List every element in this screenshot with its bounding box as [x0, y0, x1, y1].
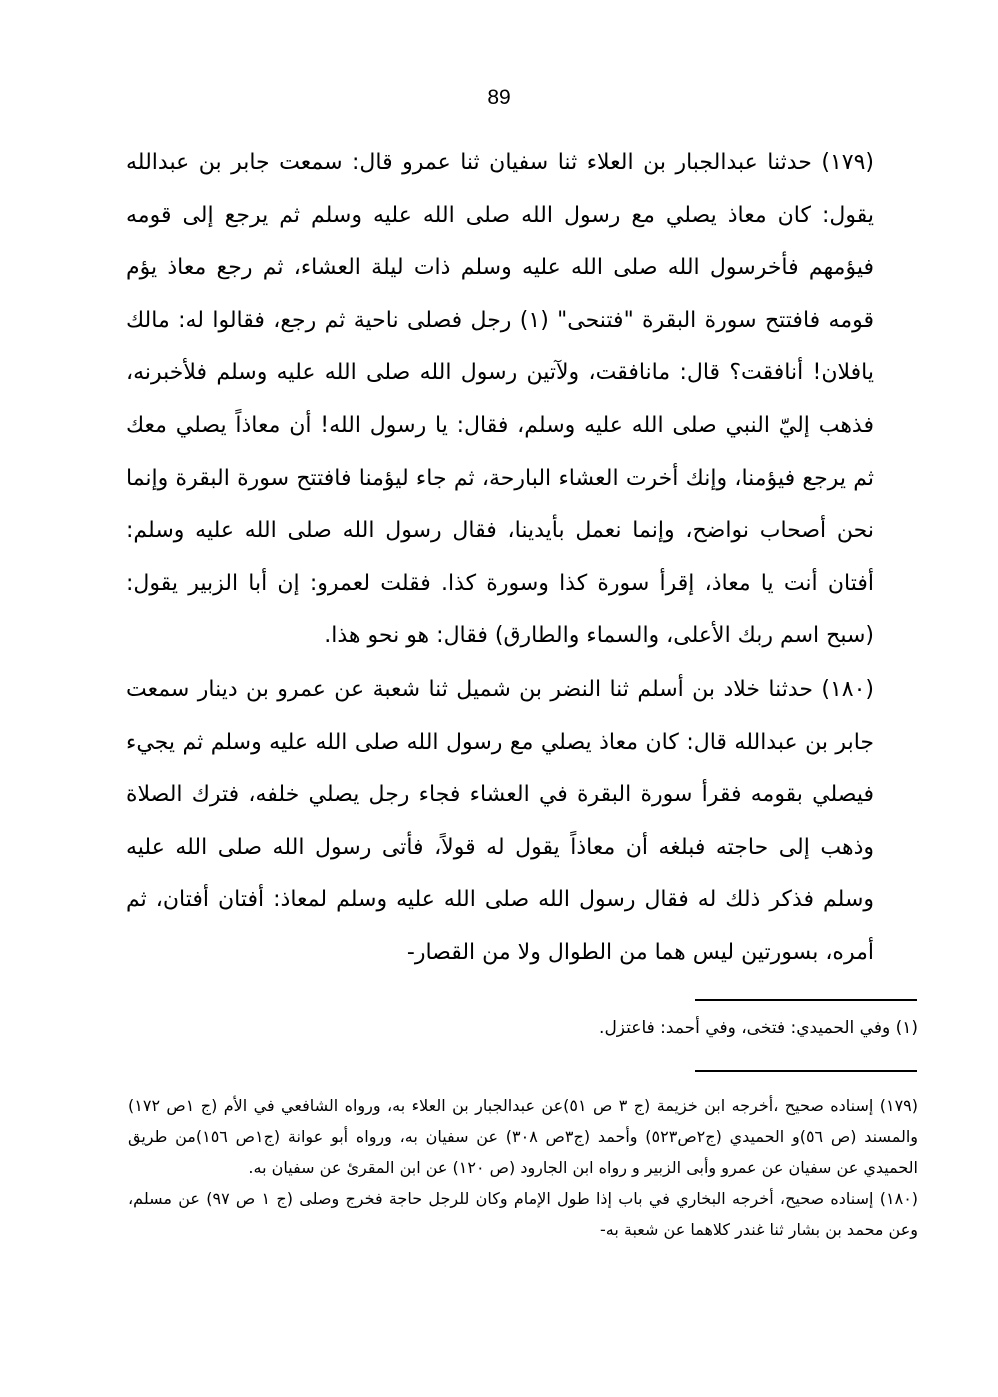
sources-divider: [695, 1070, 917, 1072]
source-notes: [128, 1090, 918, 1245]
main-text: [126, 137, 874, 965]
hadith-180: (١٨٠) حدثنا خلاد بن أسلم ثنا النضر بن شميل ثنا شعبة عن عمرو بن دينار سمعت جابر بن عبدالله قال: كان معاذ يصلي مع رسول الله صلى الله عليه وسلم ثم يجيء فيصلي بقومه فقرأ سورة البقرة في العشاء فجاء رجل يصلي خلفه، فترك الصلاة وذهب إلى حاجته فبلغه أن معاذاً يقول له قولاً، فأتى رسول الله صلى الله عليه وسلم فذكر ذلك له فقال رسول الله صلى الله عليه وسلم لمعاذ: أفتان أفتان، ثم أمره، بسورتين ليس هما من الطوال ولا من القصار-: [126, 677, 874, 965]
hadith-179: (١٧٩) حدثنا عبدالجبار بن العلاء ثنا سفيان ثنا عمرو قال: سمعت جابر بن عبدالله يقول: كان معاذ يصلي مع رسول الله صلى الله عليه وسلم ثم يرجع إلى قومه فيؤمهم فأخرسول الله صلى الله عليه وسلم ذات ليلة العشاء، ثم رجع معاذ يؤم قومه فافتتح سورة البقرة "فتنحى" (١) رجل فصلى ناحية ثم رجع، فقالوا له: مالك يافلان! أنافقت؟ قال: مانافقت، ولآتين رسول الله صلى الله عليه وسلم فلأخبرنه، فذهب إليّ النبي صلى الله عليه وسلم، فقال: يا رسول الله! أن معاذاً يصلي معك ثم يرجع فيؤمنا، وإنك أخرت العشاء البارحة، ثم جاء ليؤمنا فافتتح سورة البقرة وإنما نحن أصحاب نواضح، وإنما نعمل بأيدينا، فقال رسول الله صلى الله عليه وسلم: أفتان أنت يا معاذ، إقرأ سورة كذا وسورة كذا. فقلت لعمرو: إن أبا الزبير يقول: (سبح اسم ربك الأعلى، والسماء والطارق) فقال: هو نحو هذا.: [126, 150, 874, 649]
footnote-divider: [695, 999, 917, 1001]
footnote: (١) وفي الحميدي: فتخى، وفي أحمد: فاعتزل.: [599, 1018, 918, 1038]
page-number: 89: [487, 86, 511, 109]
source-note-179: (١٧٩) إسناده صحيح ،أخرجه ابن خزيمة (ج ٣ ص ٥١)عن عبدالجبار بن العلاء به، ورواه الشافعي في الأم (ج ١ص ١٧٢) والمسند (ص ٥٦)و الحميدي (ج٢ص٥٢٣) وأحمد (ج٣ص ٣٠٨) عن سفيان به، ورواه أبو عوانة (ج١ص ١٥٦)من طريق الحميدي عن سفيان عن عمرو وأبى الزبير و رواه ابن الجارود (ص ١٢٠) عن ابن المقرئ عن سفيان به.: [128, 1096, 919, 1177]
source-note-180: (١٨٠) إسناده صحيح، أخرجه البخاري في باب إذا طول الإمام وكان للرجل حاجة فخرج وصلى (ج ١ ص ٩٧) عن مسلم، وعن محمد بن بشار ثنا غندر كلاهما عن شعبة به-: [128, 1189, 919, 1239]
